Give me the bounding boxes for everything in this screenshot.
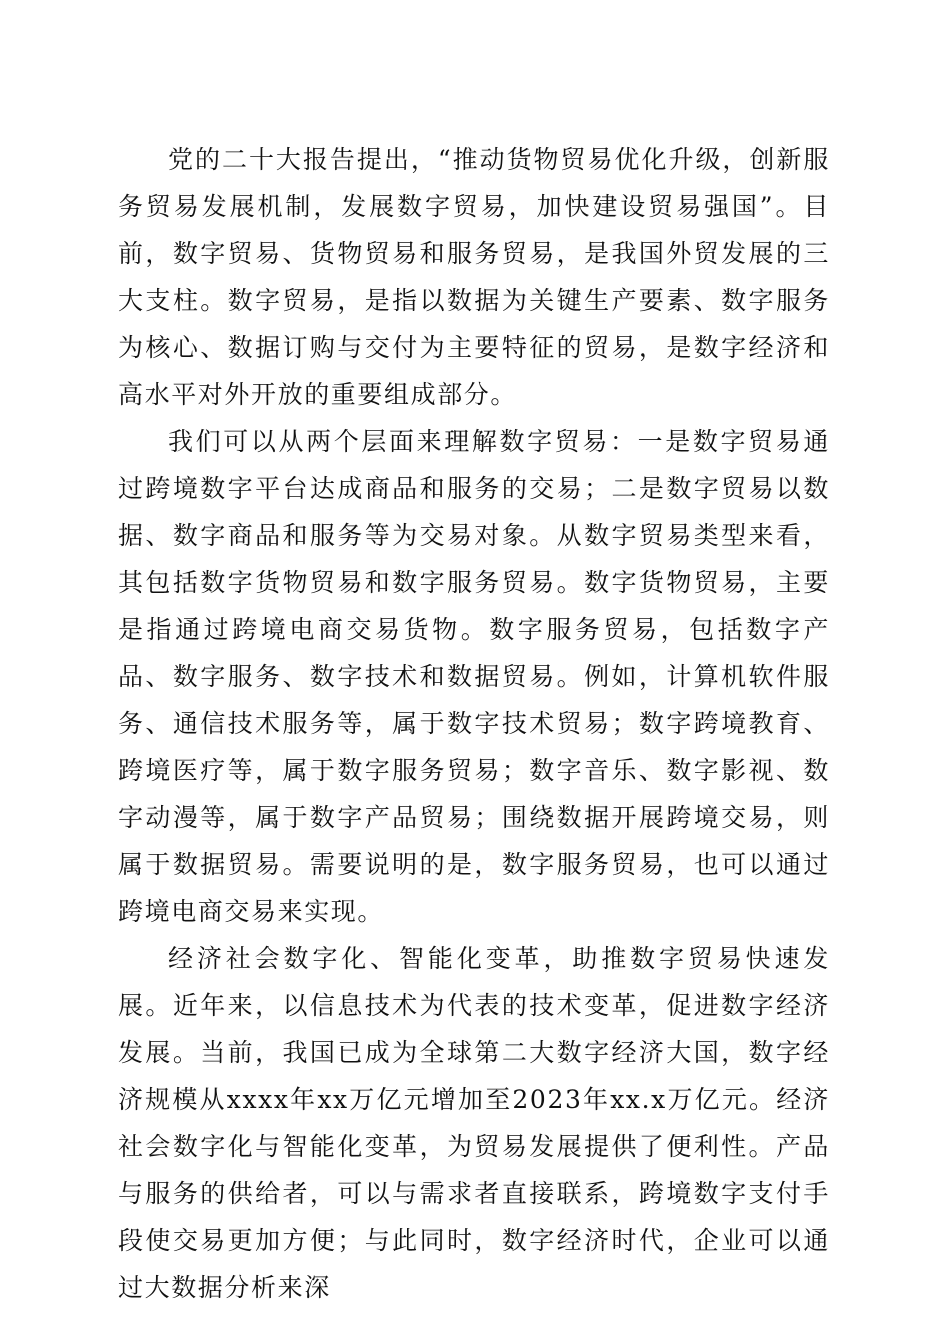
paragraph-3: 经济社会数字化、智能化变革，助推数字贸易快速发展。近年来，以信息技术为代表的技术变革，促进数字经济发展。当前，我国已成为全球第二大数字经济大国，数字经济规模从xxxx年xx万亿元增加至2023年xx.x万亿元。经济社会数字化与智能化变革，为贸易发展提供了便利性。产品与服务的供给者，可以与需求者直接联系，跨境数字支付手段使交易更加方便；与此同时，数字经济时代，企业可以通过大数据分析来深	[118, 944, 830, 1302]
paragraph-1: 党的二十大报告提出，“推动货物贸易优化升级，创新服务贸易发展机制，发展数字贸易，加快建设贸易强国”。目前，数字贸易、货物贸易和服务贸易，是我国外贸发展的三大支柱。数字贸易，是指以数据为关键生产要素、数字服务为核心、数据订购与交付为主要特征的贸易，是数字经济和高水平对外开放的重要组成部分。	[118, 145, 830, 409]
document-body	[118, 136, 830, 1311]
paragraph-2: 我们可以从两个层面来理解数字贸易：一是数字贸易通过跨境数字平台达成商品和服务的交易；二是数字贸易以数据、数字商品和服务等为交易对象。从数字贸易类型来看，其包括数字货物贸易和数字服务贸易。数字货物贸易，主要是指通过跨境电商交易货物。数字服务贸易，包括数字产品、数字服务、数字技术和数据贸易。例如，计算机软件服务、通信技术服务等，属于数字技术贸易；数字跨境教育、跨境医疗等，属于数字服务贸易；数字音乐、数字影视、数字动漫等，属于数字产品贸易；围绕数据开展跨境交易，则属于数据贸易。需要说明的是，数字服务贸易，也可以通过跨境电商交易来实现。	[118, 427, 830, 926]
